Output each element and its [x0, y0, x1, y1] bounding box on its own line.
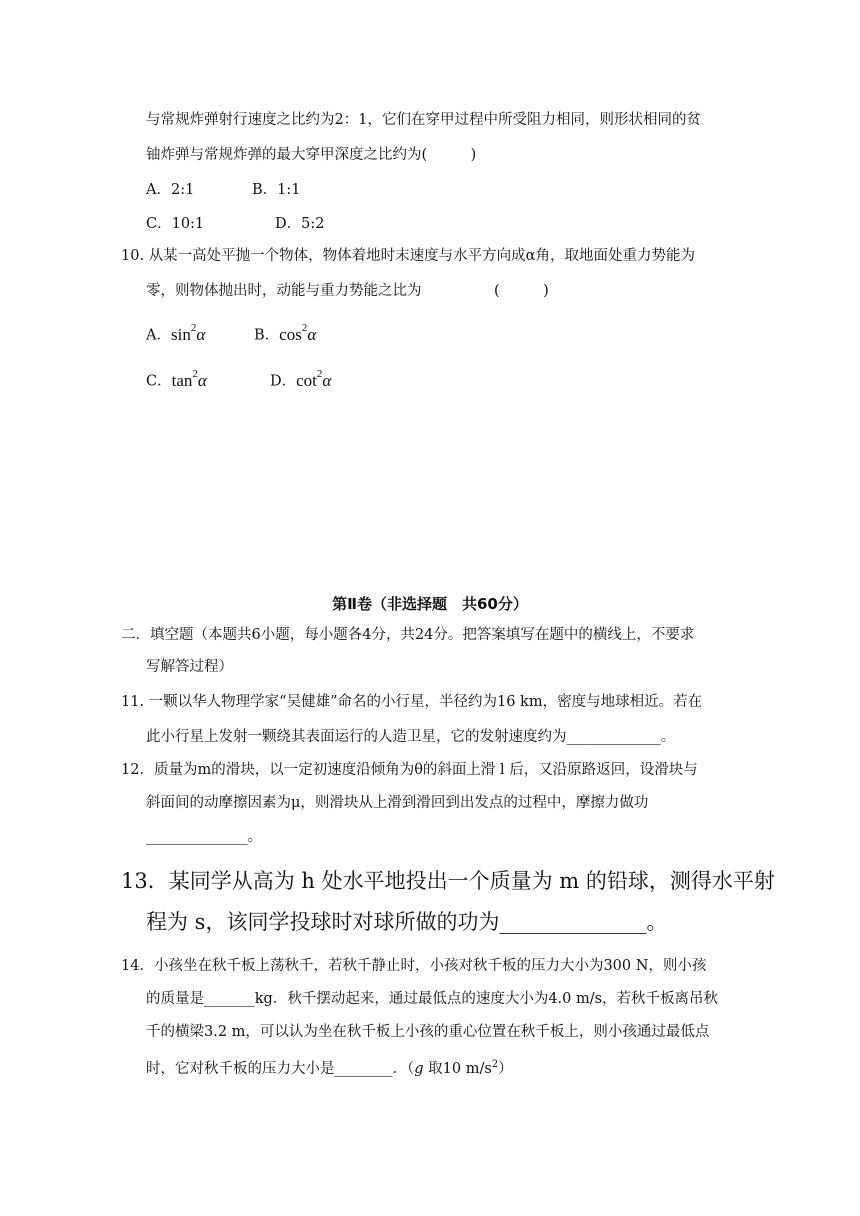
q10-option-d-label: D．: [270, 373, 297, 390]
q10-option-a: [146, 320, 205, 346]
q9-option-c: C．10:1: [146, 216, 205, 232]
q10-text-line-2: 零，则物体抛出时，动能与重力势能之比为 ( ): [146, 283, 549, 299]
q10-option-c: [146, 366, 207, 392]
q11-text-line-2: 此小行星上发射一颗绕其表面运行的人造卫星，它的发射速度约为_____________。: [146, 729, 676, 745]
q10-text-line-1: 10. 从某一高处平抛一个物体，物体着地时末速度与水平方向成α角，取地面处重力势能为: [121, 248, 695, 264]
q11-text-line-1: 11. 一颗以华人物理学家“吴健雄”命名的小行星，半径约为16 km，密度与地球相近。若在: [121, 694, 703, 710]
q14-text-line-4: 时，它对秋千板的压力大小是________．（g 取10 $m/s^2$）: [146, 1059, 513, 1077]
q10-option-b: [254, 320, 316, 346]
q14-text-line-2: 的质量是_______kg．秋千摆动起来，通过最低点的速度大小为4.0 m/s，若秋千板离吊秋: [146, 991, 719, 1007]
q10-option-d-formula: $\cot^2\alpha$: [296, 368, 332, 390]
q10-option-b-formula: $\cos^2\alpha$: [279, 322, 317, 344]
q12-text-line-1: 12．质量为m的滑块，以一定初速度沿倾角为θ的斜面上滑 l 后，又沿原路返回，设滑块与: [121, 762, 698, 778]
q9-option-a: A．2:1: [146, 182, 195, 198]
q10-option-a-label: A．: [146, 327, 171, 344]
q10-option-d: [270, 366, 331, 392]
section-ii-intro-line-1: 二．填空题（本题共6小题，每小题各4分，共24分。把答案填写在题中的横线上，不要求: [121, 627, 695, 643]
q13-text-line-1: 13．某同学从高为 h 处水平地投出一个质量为 m 的铅球，测得水平射: [121, 869, 775, 893]
q9-option-d: D．5:2: [275, 216, 325, 232]
q14-text-line-1: 14．小孩坐在秋千板上荡秋千，若秋千静止时，小孩对秋千板的压力大小为300 N，则小孩: [121, 958, 707, 974]
q10-option-a-formula: $\sin^2\alpha$: [170, 322, 206, 344]
q12-text-line-3: ______________。: [146, 829, 262, 845]
q10-option-c-formula: $\tan^2\alpha$: [171, 368, 207, 390]
q10-option-b-label: B．: [254, 327, 280, 344]
q9-text-line-2: 铀炸弹与常规炸弹的最大穿甲深度之比约为( ): [146, 147, 477, 163]
section-ii-title: 第Ⅱ卷（非选择题 共60分）: [332, 595, 528, 613]
q13-text-line-2: 程为 s，该同学投球时对球所做的功为______________。: [146, 910, 668, 934]
section-ii-intro-line-2: 写解答过程）: [146, 659, 233, 675]
q14-text-line-3: 千的横梁3.2 m，可以认为坐在秋千板上小孩的重心位置在秋千板上，则小孩通过最低点: [146, 1024, 710, 1040]
q9-option-b: B．1:1: [252, 182, 301, 198]
q9-text-line-1: 与常规炸弹射行速度之比约为2：1，它们在穿甲过程中所受阻力相同，则形状相同的贫: [146, 112, 701, 128]
q10-option-c-label: C．: [146, 373, 172, 390]
q12-text-line-2: 斜面间的动摩擦因素为μ，则滑块从上滑到滑回到出发点的过程中，摩擦力做功: [146, 795, 649, 811]
